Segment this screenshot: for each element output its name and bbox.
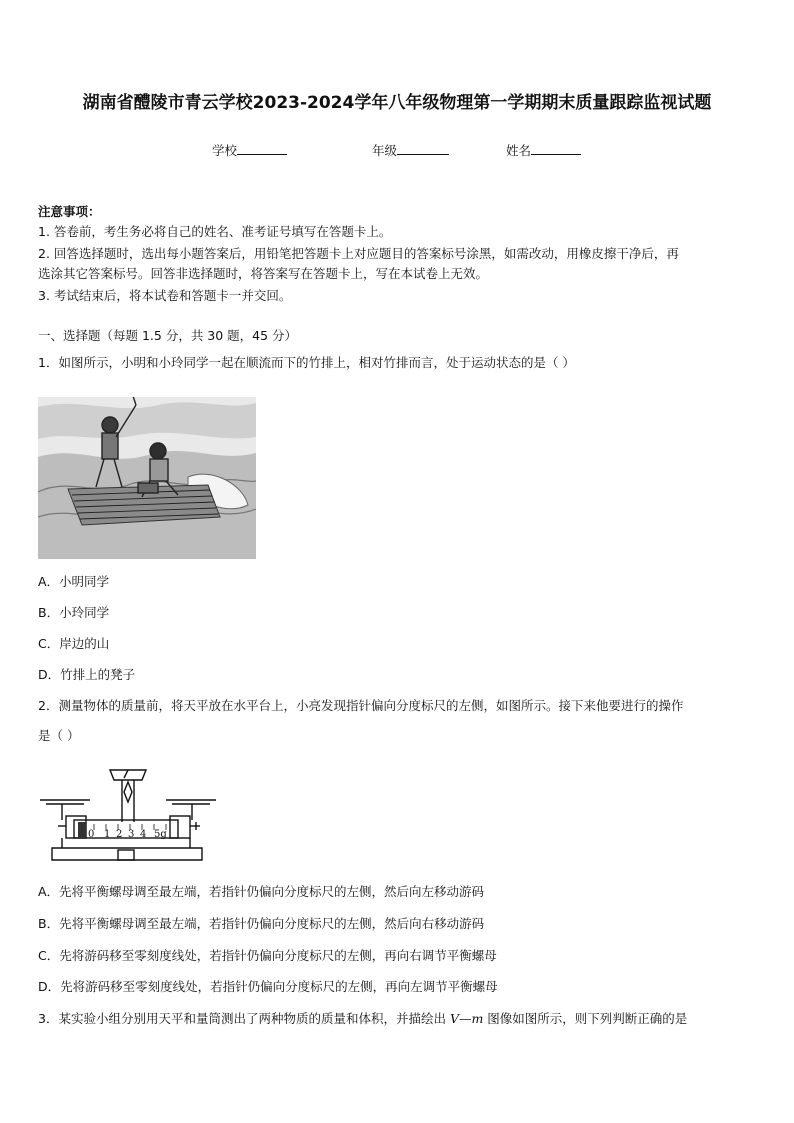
raft-illustration bbox=[38, 397, 256, 559]
q1-option-d[interactable]: D．竹排上的凳子 bbox=[38, 667, 136, 682]
balance-scale-diagram bbox=[38, 762, 218, 866]
q1-option-b[interactable]: B．小玲同学 bbox=[38, 605, 110, 620]
grade-blank[interactable] bbox=[397, 141, 449, 155]
q2-option-a[interactable]: A．先将平衡螺母调至最左端，若指针仍偏向分度标尺的左侧，然后向左移动游码 bbox=[38, 884, 485, 899]
school-field bbox=[212, 141, 287, 159]
scale-number-2: 2 bbox=[116, 829, 123, 840]
q2-option-c[interactable]: C．先将游码移至零刻度线处，若指针仍偏向分度标尺的左侧，再向右调节平衡螺母 bbox=[38, 948, 497, 963]
q3-stem-pre: 3．某实验小组分别用天平和量筒测出了两种物质的质量和体积，并描绘出 bbox=[38, 1011, 450, 1026]
notice-item-2b: 选涂其它答案标号。回答非选择题时，将答案写在答题卡上，写在本试卷上无效。 bbox=[38, 266, 489, 281]
q3-stem bbox=[38, 1009, 768, 1029]
section-heading: 一、选择题（每题 1.5 分，共 30 题，45 分） bbox=[38, 328, 298, 343]
q2-option-b[interactable]: B．先将平衡螺母调至最左端，若指针仍偏向分度标尺的左侧，然后向右移动游码 bbox=[38, 916, 485, 931]
grade-field bbox=[372, 141, 449, 159]
q2-stem-line1: 2．测量物体的质量前，将天平放在水平台上，小亮发现指针偏向分度标尺的左侧，如图所示。接下来他要进行的操作 bbox=[38, 698, 684, 713]
q1-option-c[interactable]: C．岸边的山 bbox=[38, 636, 110, 651]
school-label: 学校 bbox=[212, 143, 238, 158]
name-blank[interactable] bbox=[531, 141, 581, 155]
q3-variable: V—m bbox=[449, 1011, 484, 1026]
q1-option-a[interactable]: A．小明同学 bbox=[38, 574, 110, 589]
q1-stem: 1．如图所示，小明和小玲同学一起在顺流而下的竹排上，相对竹排而言，处于运动状态的是（ ） bbox=[38, 355, 575, 370]
scale-number-5: 5g bbox=[154, 829, 167, 840]
q2-stem-line2: 是（ ） bbox=[38, 728, 80, 743]
q2-option-d[interactable]: D．先将游码移至零刻度线处，若指针仍偏向分度标尺的左侧，再向左调节平衡螺母 bbox=[38, 979, 498, 994]
name-field bbox=[506, 141, 581, 159]
exam-title: 湖南省醴陵市青云学校2023-2024学年八年级物理第一学期期末质量跟踪监视试题 bbox=[82, 93, 712, 113]
scale-number-3: 3 bbox=[128, 829, 135, 840]
school-blank[interactable] bbox=[237, 141, 287, 155]
scale-number-1: 1 bbox=[104, 829, 111, 840]
notice-item-3: 3. 考试结束后，将本试卷和答题卡一并交回。 bbox=[38, 288, 292, 303]
notice-item-2a: 2. 回答选择题时，选出每小题答案后，用铅笔把答题卡上对应题目的答案标号涂黑，如需改动，用橡皮擦干净后，再 bbox=[38, 246, 679, 261]
name-label: 姓名 bbox=[506, 143, 532, 158]
q3-stem-post: 图像如图所示，则下列判断正确的是 bbox=[483, 1011, 688, 1026]
scale-number-0: 0 bbox=[88, 829, 95, 840]
notice-heading: 注意事项： bbox=[38, 204, 101, 219]
grade-label: 年级 bbox=[372, 143, 398, 158]
scale-number-4: 4 bbox=[140, 829, 147, 840]
notice-item-1: 1. 答卷前，考生务必将自己的姓名、准考证号填写在答题卡上。 bbox=[38, 224, 392, 239]
